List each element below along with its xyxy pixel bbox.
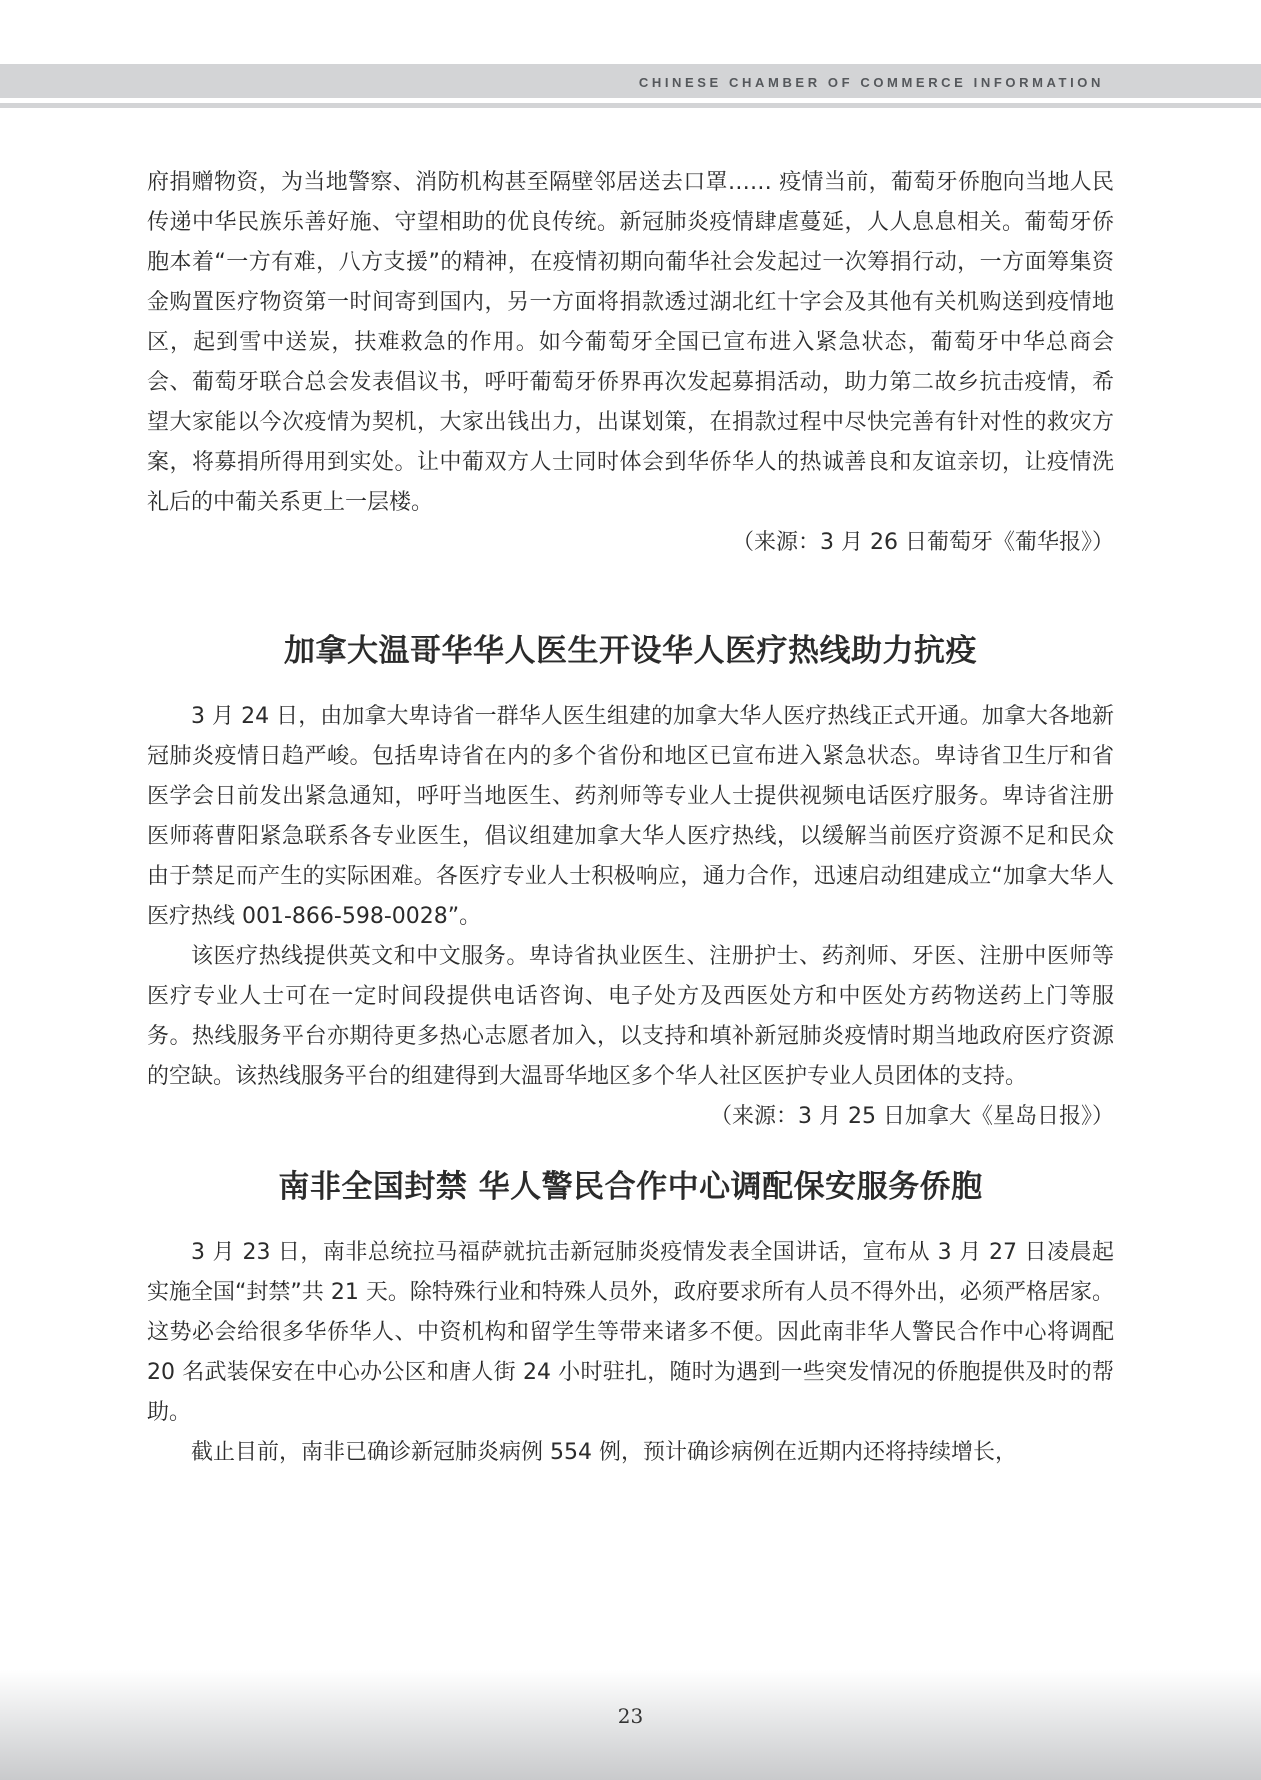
section2-paragraph-2: 截止目前，南非已确诊新冠肺炎病例 554 例，预计确诊病例在近期内还将持续增长， [191,1440,1017,1465]
header-rule [0,103,1261,108]
section1-source: （来源：3 月 25 日加拿大《星岛日报》） [710,1104,1114,1129]
page-number: 23 [617,1704,644,1728]
section2-title: 南非全国封禁 华人警民合作中心调配保安服务侨胞 [278,1169,983,1205]
intro-paragraph: 府捐赠物资，为当地警察、消防机构甚至隔壁邻居送去口罩…… 疫情当前，葡萄牙侨胞向当地人民传递中华民族乐善好施、守望相助的优良传统。新冠肺炎疫情肆虐蔓延，人人息息相关。葡萄牙侨胞本着“一方有难，八方支援”的精神，在疫情初期向葡华社会发起过一次筹捐行动，一方面筹集资金购置医疗物资第一时间寄到国内，另一方面将捐款透过湖北红十字会及其他有关机购送到疫情地区，起到雪中送炭，扶难救急的作用。如今葡萄牙全国已宣布进入紧急状态，葡萄牙中华总商会会、葡萄牙联合总会发表倡议书，呼吁葡萄牙侨界再次发起募捐活动，助力第二故乡抗击疫情，希望大家能以今次疫情为契机，大家出钱出力，出谋划策，在捐款过程中尽快完善有针对性的救灾方案，将募捐所得用到实处。让中葡双方人士同时体会到华侨华人的热诚善良和友谊亲切，让疫情洗礼后的中葡关系更上一层楼。 [147,170,1114,515]
section1-paragraph-2-text: 该医疗热线提供英文和中文服务。卑诗省执业医生、注册护士、药剂师、牙医、注册中医师等医疗专业人士可在一定时间段提供电话咨询、电子处方及西医处方和中医处方药物送药上门等服务。热线服务平台亦期待更多热心志愿者加入，以支持和填补新冠肺炎疫情时期当地政府医疗资源的空缺。该热线服务平台的组建得到大温哥华地区多个华人社区医护专业人员团体的支持。 [147,944,1114,1089]
section1-title: 加拿大温哥华华人医生开设华人医疗热线助力抗疫 [284,633,977,669]
section1-paragraph-1: 3 月 24 日，由加拿大卑诗省一群华人医生组建的加拿大华人医疗热线正式开通。加拿大各地新冠肺炎疫情日趋严峻。包括卑诗省在内的多个省份和地区已宣布进入紧急状态。卑诗省卫生厅和省医学会日前发出紧急通知，呼吁当地医生、药剂师等专业人士提供视频电话医疗服务。卑诗省注册医师蒋曹阳紧急联系各专业医生，倡议组建加拿大华人医疗热线，以缓解当前医疗资源不足和民众由于禁足而产生的实际困难。各医疗专业人士积极响应，通力合作，迅速启动组建成立“加拿大华人医疗热线 001-866-598-0028”。 [147,704,1114,929]
section2-paragraph-1: 3 月 23 日，南非总统拉马福萨就抗击新冠肺炎疫情发表全国讲话，宣布从 3 月 27 日凌晨起实施全国“封禁”共 21 天。除特殊行业和特殊人员外，政府要求所有人员不得外出，必须严格居家。这势必会给很多华侨华人、中资机构和留学生等带来诸多不便。因此南非华人警民合作中心将调配 20 名武装保安在中心办公区和唐人街 24 小时驻扎，随时为遇到一些突发情况的侨胞提供及时的帮助。 [147,1240,1114,1425]
article-body [147,163,1114,1473]
running-title: CHINESE CHAMBER OF COMMERCE INFORMATION [638,75,1104,90]
intro-source: （来源：3 月 26 日葡萄牙《葡华报》） [732,530,1114,555]
section1-paragraph-2 [147,937,1114,1129]
